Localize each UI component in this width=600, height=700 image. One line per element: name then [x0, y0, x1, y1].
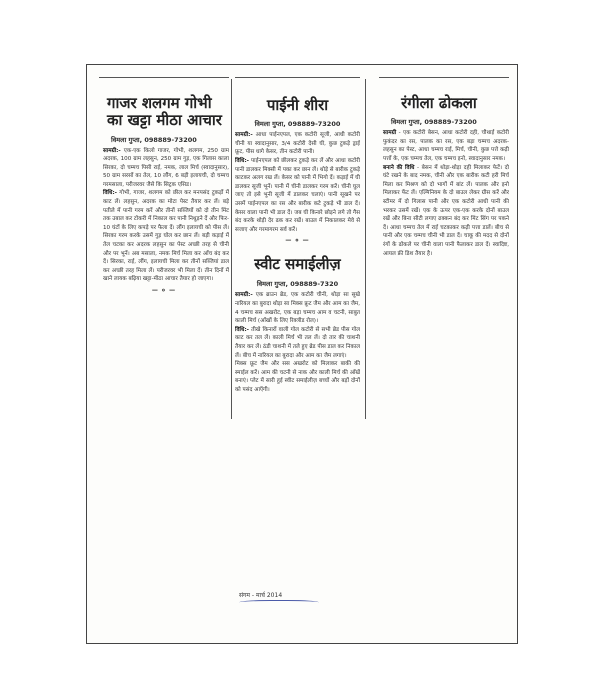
para-text: तीखे किनारों वाली गोल कटोरी से सभी ब्रेड पीस गोल काट कर तल लें। काली मिर्च भी तल लें। दो तार की चाशनी तैयार कर लें। ठंडी चाशनी में तले हुए ब्रेड पीस डाल कर निकाल लें। बीच में नारियल का बुरादा और आम का जैम लगाएं। — [235, 326, 360, 359]
article-end-mark: — ० — — [151, 287, 177, 294]
column-rule — [379, 77, 509, 78]
para-label: सामग्री:- — [235, 292, 253, 299]
column-divider — [231, 79, 232, 419]
para-text: मिक्स फ्रूट जैम और सस अखरोट को मिलाकर बाकी की स्माईल करें। आम की चटनी से नाक और काली मिर्च की आँखें बनाएं। प्लेट में सारी हुई स्वीट समाईलीज़ बच्चों और बड़ों दोनों को पसंद आएँगी। — [235, 361, 360, 393]
method-paragraph — [369, 164, 509, 259]
para-text: गोभी, गाजर, शलगम को छील कर मनपसंद टुकड़ों में काट लें। लहसुन, अदरक का मोटा पेस्ट तैयार कर लें। बड़े पतीले में पानी गरम करें और तीनों सब्जियों को दो तीन मिंट तक उबाल कर टोकरी में निकाल कर पानी निथुड़ने दें और फिर- 10 घंटों के लिए कपड़े पर फैला दें। लौंग इलायची को पीस लें। सिरका गरम करके उसमें गुड़ घोल कर छान लें। बड़ी कड़ाई में तेल चटका कर अदरक लहसुन का पेस्ट अच्छी तरह से चीनी और पर भूनें। अब मसाला, नमक मिर्च मिला कर आँच बंद कर दें। सिरका, राई, लौंग, इलायची मिला कर तीनों सब्जियां डाल कर अच्छी तरह मिला लें। परीजरवर भी मिला दें। तीन दिनों में खाने लायक बढ़िया खट्टा-मीठा आचार तैयार हो जाएगा। — [103, 190, 229, 283]
ingredients-paragraph — [99, 147, 229, 190]
para-text: - बेसन में थोड़ा-थोड़ा दही मिलाकर फेटें। दो घंटे रखने के बाद नमक, चीनी और एक बारीक कटी हरी मिर्च मिला कर मिश्रण को दो भागों में बांट लें। पालक और इनो मिलाकर फेंट लें। एल्मिनियम के दो बाउल लेकर ग्रीस करें और स्टीमर में दो गिलास पानी और एक कटोरी आधी पानी की भरकर उसमें रखें। एक के ऊपर एक-एक करके दोनों बाउल रखें और बिना सीटी लगाए ढक्कन बंद कर मिंट सिंग पर पकने दें। आधा चम्मच तेल में राई चटकाकर कढ़ी पत्ता डालें। बीच से पानी और एक चम्मच चीनी भी डाल दें। चाकू की मदद से दोनों रंगों के ढोकले पर चीनी वाला पानी फैलाकर डाल दें। स्वादिष्ट, आयल फ्री डिश तैयार है। — [383, 164, 509, 257]
ingredients-paragraph — [235, 131, 360, 157]
article-byline: विमला गुप्ता, 098889-73200 — [254, 120, 341, 129]
article-title: रंगीला ढोकला — [401, 94, 477, 112]
para-text: एक-एक किलो गाजर, गोभी, शलगम, 250 ग्राम अदरक, 100 ग्राम लहसुन, 250 ग्राम गुड़, एक गिलास काला सिरका, दो चम्मच पिसी राई, नमक, लाल मिर्च (स्वादानुसार), 50 ग्राम सरसों का तेल, 10 लौंग, 6 बड़ी इलायची, दो चम्मच गरमसाला, परीजरवर जैसे कि सिट्रक एसिड। — [103, 147, 229, 188]
article-title: पाईनी शीरा — [266, 96, 329, 114]
article-byline: विमला गुप्ता, 098889-73200 — [391, 118, 477, 127]
para-text: - एक कटोरी बेसन, आधा कटोरी दही, चौथाई कटोरी फुकंदर का रस, पालक का रस, एक बड़ा चम्मच अदरक- लहसुन का पेस्ट, आधा चम्मच राई, मिर्च, चीनी, कुछ पत्ते कढ़ी पत्तों के, एक चम्मच तेल, एक चम्मच इनो, स्वादानुसार नमक। — [383, 130, 509, 163]
article-column-sheera — [235, 77, 360, 629]
article-column-achar — [99, 77, 229, 629]
method-paragraph — [235, 157, 360, 234]
para-label: विधि:- — [103, 190, 118, 197]
method-paragraph — [99, 189, 229, 284]
page-footer — [239, 591, 349, 606]
para-label: विधि:- — [235, 326, 250, 333]
para-label: सामग्री:- — [103, 147, 121, 154]
ingredients-paragraph — [235, 291, 360, 325]
column-divider — [365, 79, 366, 419]
column-rule — [235, 77, 360, 78]
footer-text: संगम - मार्च 2014 — [239, 592, 283, 599]
method-paragraph — [235, 360, 360, 394]
article-byline: विमला गुप्ता, 098889-7320 — [256, 280, 339, 289]
para-text: पाईनएपल को छीलकर टुकड़े कर लें और आधा कटोरी पानी डालकर मिक्सी में पका कर छान लें। थोड़े से बारीक टुकड़े काटकर अलग रख लें। केसर को पानी में भिगो दें। कड़ाई में घी डालकर सूजी भूनें। पानी में चीनी डालकर गरम करें। चीनी घुल जाए तो इसे भुनी सूजी में डालकर चलाएं। पानी सूखने पर उसमें पाईनएपल का रस और बारीक कटे टुकड़े भी डाल दें। केसर वाला पानी भी डाल दें। जब घी किनारे छोड़ने लगे तो गैस बंद करके थोड़ी देर ढक कर रखें। बाउल में निकालकर मेवे से सजाए और गरमागरम सर्व करें। — [235, 158, 360, 233]
article-title: स्वीट समाईलीज़ — [254, 255, 341, 274]
ingredients-paragraph — [369, 129, 509, 163]
article-end-mark: — ० — — [285, 237, 310, 245]
para-text: आधा पाईनएपल, एक कटोरी सूजी, आधी कटोरी चीनी या स्वादानुसार, 3/4 कटोरी देसी घी, कुछ टुकड़े ड्राई फ्रूट, पीस धागे केसर, तीन कटोरी पानी। — [235, 132, 360, 156]
para-label: सामग्री:- — [235, 132, 253, 139]
para-label: विधि:- — [235, 158, 250, 165]
para-text: एक ब्राउन ब्रेड, एक कटोरी चीनी, थोड़ा सा सूखे नारियल का बुरादा थोड़ा सा मिक्स फ्रूट जैम और आम का जैम, 4 चम्मच सस अखरोट, एक बड़ा चम्मच आम व चटनी, साबुत काली मिर्च (आँखों के लिए रिक्त्रीड रोल)। — [235, 292, 360, 325]
method-paragraph — [235, 326, 360, 360]
article-byline: विमला गुप्ता, 098889-73200 — [111, 135, 197, 144]
para-label: बनाने की विधि — [383, 164, 415, 171]
column-rule — [99, 77, 229, 78]
para-label: सामग्री — [383, 130, 397, 137]
pen-underline — [239, 600, 319, 606]
article-title: गाजर शलगम गोभी का खट्टा मीठा आचार — [107, 94, 222, 130]
article-column-dhokla — [369, 77, 509, 629]
magazine-page — [86, 64, 518, 644]
